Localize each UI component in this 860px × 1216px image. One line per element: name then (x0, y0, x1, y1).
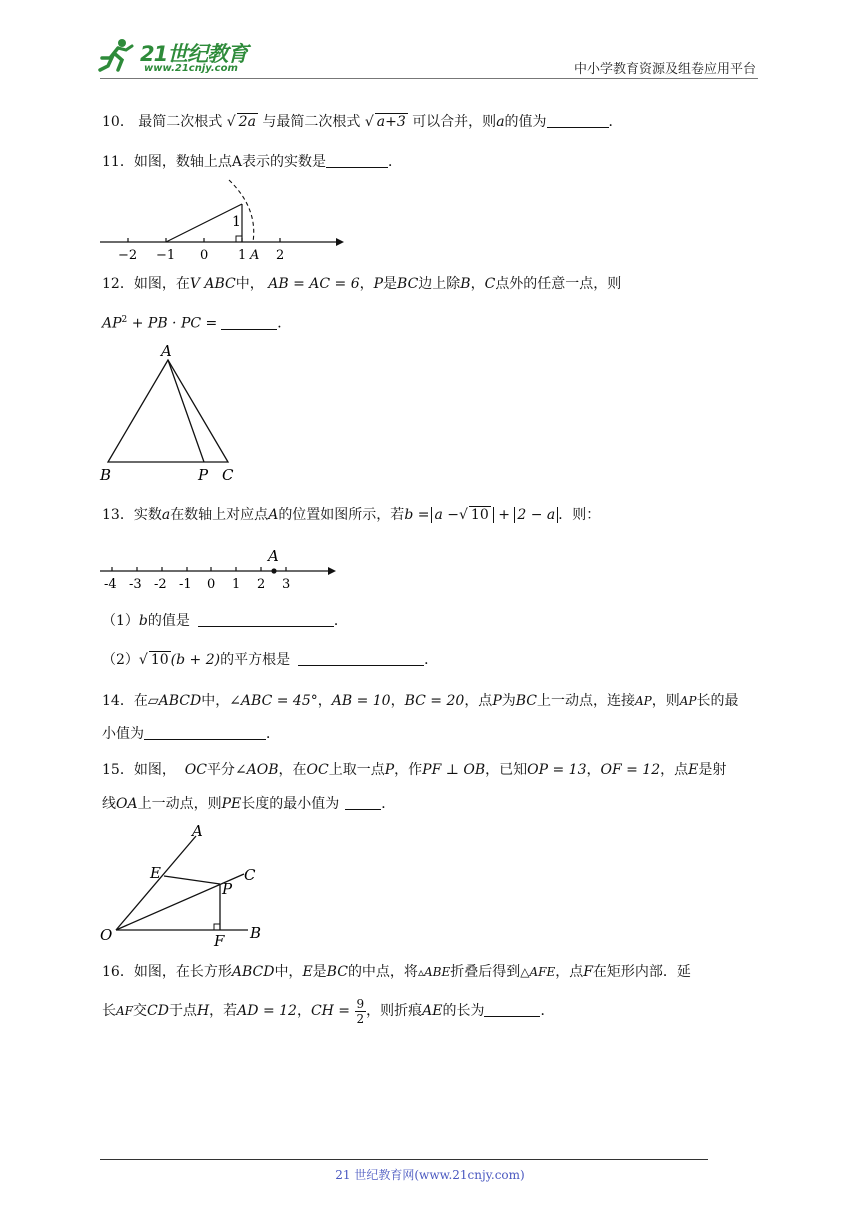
q16-text: 长 (102, 1003, 116, 1019)
q16-text: ， (296, 1003, 311, 1019)
sub-label: （2） (102, 652, 139, 668)
tick-label: 1 (232, 577, 241, 592)
point-label-o: O (100, 926, 113, 944)
q15-op: OP = 13 (527, 762, 587, 778)
question-11 (102, 151, 402, 173)
q11-end: ． (387, 154, 402, 170)
q12-var: B (460, 276, 471, 292)
abs-1 (431, 507, 493, 523)
tick-label: -3 (129, 577, 142, 592)
fraction-denominator: 2 (356, 1011, 365, 1026)
q15-var: PE (221, 796, 242, 812)
q16-var: CD (147, 1003, 169, 1019)
q15-of: OF = 12 (600, 762, 661, 778)
q11-text: 如图，数轴上点A表示的实数是 (133, 154, 326, 170)
q16-text: 在矩形内部．延 (592, 964, 691, 980)
q13-formula: b = (404, 507, 430, 523)
answer-blank[interactable] (221, 315, 277, 330)
question-15 (102, 759, 726, 781)
q12-superscript: 2 (121, 315, 128, 325)
question-14 (102, 690, 739, 712)
q14-text: 小值为 (102, 726, 144, 742)
tick-label: 3 (282, 577, 291, 592)
q10-text-4: 的值为 (504, 114, 547, 130)
logo-url: www.21cnjy.com (144, 63, 238, 74)
q10-radicand-2: a+3 (376, 114, 406, 130)
q10-text-3: 可以合并，则 (412, 114, 497, 130)
question-number: 10． (102, 114, 134, 130)
q14-var: AP (679, 694, 697, 708)
tick-label: 2 (257, 577, 266, 592)
q15-text: 上取一点 (328, 762, 385, 778)
abs-1-expr: a − (434, 507, 459, 523)
q16-var: E (302, 964, 313, 980)
header-logo (96, 34, 266, 78)
answer-blank[interactable] (345, 795, 381, 810)
vertex-label-c: C (222, 466, 234, 484)
q15-var: P (384, 762, 395, 778)
q16-text: 如图，在长方形 (133, 964, 232, 980)
q16-text: 交 (133, 1003, 147, 1019)
q10-end: ． (608, 114, 623, 130)
q15-text: 如图， (133, 762, 176, 778)
q12-end: ． (277, 315, 292, 332)
vertex-label-p: P (198, 466, 209, 484)
q12-text: 中， (235, 276, 264, 292)
question-13-part-2 (102, 649, 438, 671)
q13-sub1-end: ． (333, 613, 348, 629)
question-16-line-2 (102, 996, 554, 1026)
q15-end: ． (381, 796, 396, 812)
q14-text: ， (317, 693, 332, 709)
answer-blank[interactable] (326, 153, 388, 168)
q12-ap: AP (102, 315, 122, 332)
answer-blank[interactable] (547, 113, 609, 128)
q15-perp: PF ⊥ OB (422, 762, 486, 778)
q15-text: 是射 (698, 762, 727, 778)
q16-var: F (583, 964, 593, 980)
q16-text: 的中点，将 (347, 964, 418, 980)
q16-var: ABCD (231, 964, 275, 980)
question-14-line-2 (102, 723, 280, 745)
q13-sub2-paren: (b + 2) (170, 652, 221, 668)
tick-label: 0 (207, 577, 216, 592)
q12-text: ， (470, 276, 485, 292)
q15-text: ，已知 (485, 762, 528, 778)
q15-text: 长度的最小值为 (241, 796, 340, 812)
header-platform-text: 中小学教育资源及组卷应用平台 (573, 62, 756, 77)
q12-text: 如图，在 (133, 276, 190, 292)
q15-text: 线 (102, 796, 116, 812)
tick-label: 0 (200, 248, 209, 263)
q13-sub2-radicand: 10 (150, 652, 169, 668)
q13-number-line-figure (98, 546, 343, 592)
vertex-label-b: B (100, 466, 112, 484)
side-label: 1 (232, 214, 241, 230)
footer-divider (100, 1159, 708, 1160)
q14-end: ． (266, 726, 280, 742)
question-13 (102, 504, 600, 526)
q16-var: H (196, 1003, 210, 1019)
question-number: 13． (102, 507, 134, 523)
q14-parallelogram: ▱ABCD (147, 693, 202, 709)
q12-triangle-figure (96, 338, 246, 488)
q15-var: OC (306, 762, 329, 778)
fraction (355, 997, 367, 1026)
q13-text: 实数 (133, 507, 162, 523)
q16-ad: AD = 12 (237, 1003, 297, 1019)
q15-text: ，作 (394, 762, 423, 778)
question-10 (102, 111, 623, 133)
q15-text: 平分 (206, 762, 235, 778)
q15-var: OA (116, 796, 138, 812)
q14-text: 为 (501, 693, 516, 709)
q16-var: AE (422, 1003, 443, 1019)
point-label-f: F (214, 932, 225, 948)
tick-label: -2 (154, 577, 167, 592)
q12-equation: AB = AC = 6 (268, 276, 360, 292)
q10-radicand-1: 2a (238, 114, 256, 130)
header-divider (100, 78, 758, 79)
runner-icon (96, 36, 136, 76)
q10-text-1: 最简二次根式 (138, 114, 223, 130)
point-label-b: B (250, 924, 262, 942)
q14-text: ，则 (651, 693, 680, 709)
tick-label: −1 (156, 248, 176, 263)
radical-sign: √ (138, 652, 148, 668)
plus-sign: + (493, 507, 515, 523)
q12-text: 点外的任意一点，则 (495, 276, 622, 292)
q12-text: 边上除 (418, 276, 461, 292)
question-12-line-2 (102, 309, 291, 335)
q16-text: ，则折痕 (366, 1003, 423, 1019)
q15-text: ， (586, 762, 601, 778)
q14-ab: AB = 10 (331, 693, 391, 709)
point-label-a: A (268, 547, 279, 565)
answer-blank[interactable] (484, 1002, 540, 1017)
q12-expression: + PB · PC = (127, 315, 218, 332)
q15-angle-figure (96, 822, 276, 948)
q16-triangle-2: △AFE (520, 965, 556, 979)
question-15-line-2 (102, 793, 395, 815)
q16-text: 的长为 (442, 1003, 485, 1019)
q11-number-line-figure (98, 178, 348, 264)
q13-sub2-end: ． (424, 652, 439, 668)
q16-triangle-1: ▵ABE (417, 965, 451, 979)
question-16 (102, 961, 691, 983)
q13-text: ．则： (558, 507, 601, 523)
question-number: 15． (102, 762, 134, 778)
q15-angle: ∠AOB (234, 762, 279, 778)
question-13-part-1 (102, 610, 348, 632)
abs-1-radicand: 10 (470, 507, 489, 523)
question-number: 16． (102, 964, 134, 980)
q14-text: 上一动点，连接 (537, 693, 635, 709)
answer-blank[interactable] (298, 651, 424, 666)
q14-text: 中， (201, 693, 230, 709)
q13-var: a (161, 507, 171, 523)
footer-link[interactable]: 21 世纪教育网(www.21cnjy.com) (335, 1168, 525, 1182)
q16-text: 是 (312, 964, 327, 980)
q12-var: C (484, 276, 496, 292)
q16-text: 折叠后得到 (450, 964, 521, 980)
point-label: A (250, 248, 260, 263)
q16-text: ，点 (555, 964, 584, 980)
q13-sub1-text: 的值是 (147, 613, 190, 629)
tick-label: 2 (276, 248, 285, 263)
q12-text: 是 (383, 276, 398, 292)
q14-text: 在 (133, 693, 148, 709)
tick-label: -4 (104, 577, 117, 592)
q14-var: AP (635, 694, 652, 708)
q16-end: ． (540, 1003, 555, 1019)
tick-label: -1 (179, 577, 192, 592)
q14-text: ，点 (464, 693, 493, 709)
q16-text: 于点 (168, 1003, 197, 1019)
vertex-label-a: A (161, 342, 172, 360)
sub-label: （1） (102, 613, 139, 629)
question-12 (102, 273, 621, 295)
point-label-c: C (244, 866, 256, 884)
q14-bc: BC = 20 (404, 693, 465, 709)
q16-text: ，若 (209, 1003, 238, 1019)
question-number: 14． (102, 693, 134, 709)
q14-angle: ∠ABC = 45° (229, 693, 318, 709)
answer-blank[interactable] (198, 612, 334, 627)
point-label-a: A (192, 822, 203, 840)
q13-sub2-text: 的平方根是 (220, 652, 291, 668)
q13-sub1-var: b (138, 613, 148, 629)
radical-sign: √ (459, 507, 468, 523)
q15-text: ，在 (278, 762, 307, 778)
q15-var: OC (184, 762, 207, 778)
q14-text: 长的最 (696, 693, 739, 709)
answer-blank[interactable] (144, 725, 266, 740)
question-number: 12． (102, 276, 134, 292)
q12-var: P (373, 276, 384, 292)
fraction-numerator: 9 (356, 996, 365, 1011)
q14-text: ， (390, 693, 405, 709)
q13-text: 在数轴上对应点 (170, 507, 269, 523)
abs-2: 2 − a (514, 507, 558, 523)
tick-label: −2 (118, 248, 138, 263)
q10-var: a (496, 114, 505, 130)
q14-var: P (492, 693, 502, 709)
q16-text: 中， (274, 964, 303, 980)
tick-label: 1 (238, 248, 247, 263)
question-number: 11． (102, 154, 134, 170)
q16-var: AF (116, 1004, 133, 1018)
q16-ch: CH = (310, 1003, 351, 1019)
radical-sign: √ (364, 114, 374, 130)
q15-text: 上一动点，则 (137, 796, 222, 812)
q12-text: ， (359, 276, 374, 292)
q12-var: BC (397, 276, 419, 292)
point-label-p: P (222, 880, 233, 898)
q12-triangle: V ABC (189, 276, 236, 292)
q14-var: BC (515, 693, 537, 709)
logo-main: 21世纪教育 (140, 42, 248, 66)
q15-var: E (688, 762, 699, 778)
point-label-e: E (150, 864, 161, 882)
radical-sign: √ (226, 114, 236, 130)
q13-text: 的位置如图所示，若 (278, 507, 405, 523)
q15-text: ，点 (660, 762, 689, 778)
q16-var: BC (326, 964, 348, 980)
q10-text-2: 与最简二次根式 (262, 114, 361, 130)
q13-var: A (268, 507, 279, 523)
